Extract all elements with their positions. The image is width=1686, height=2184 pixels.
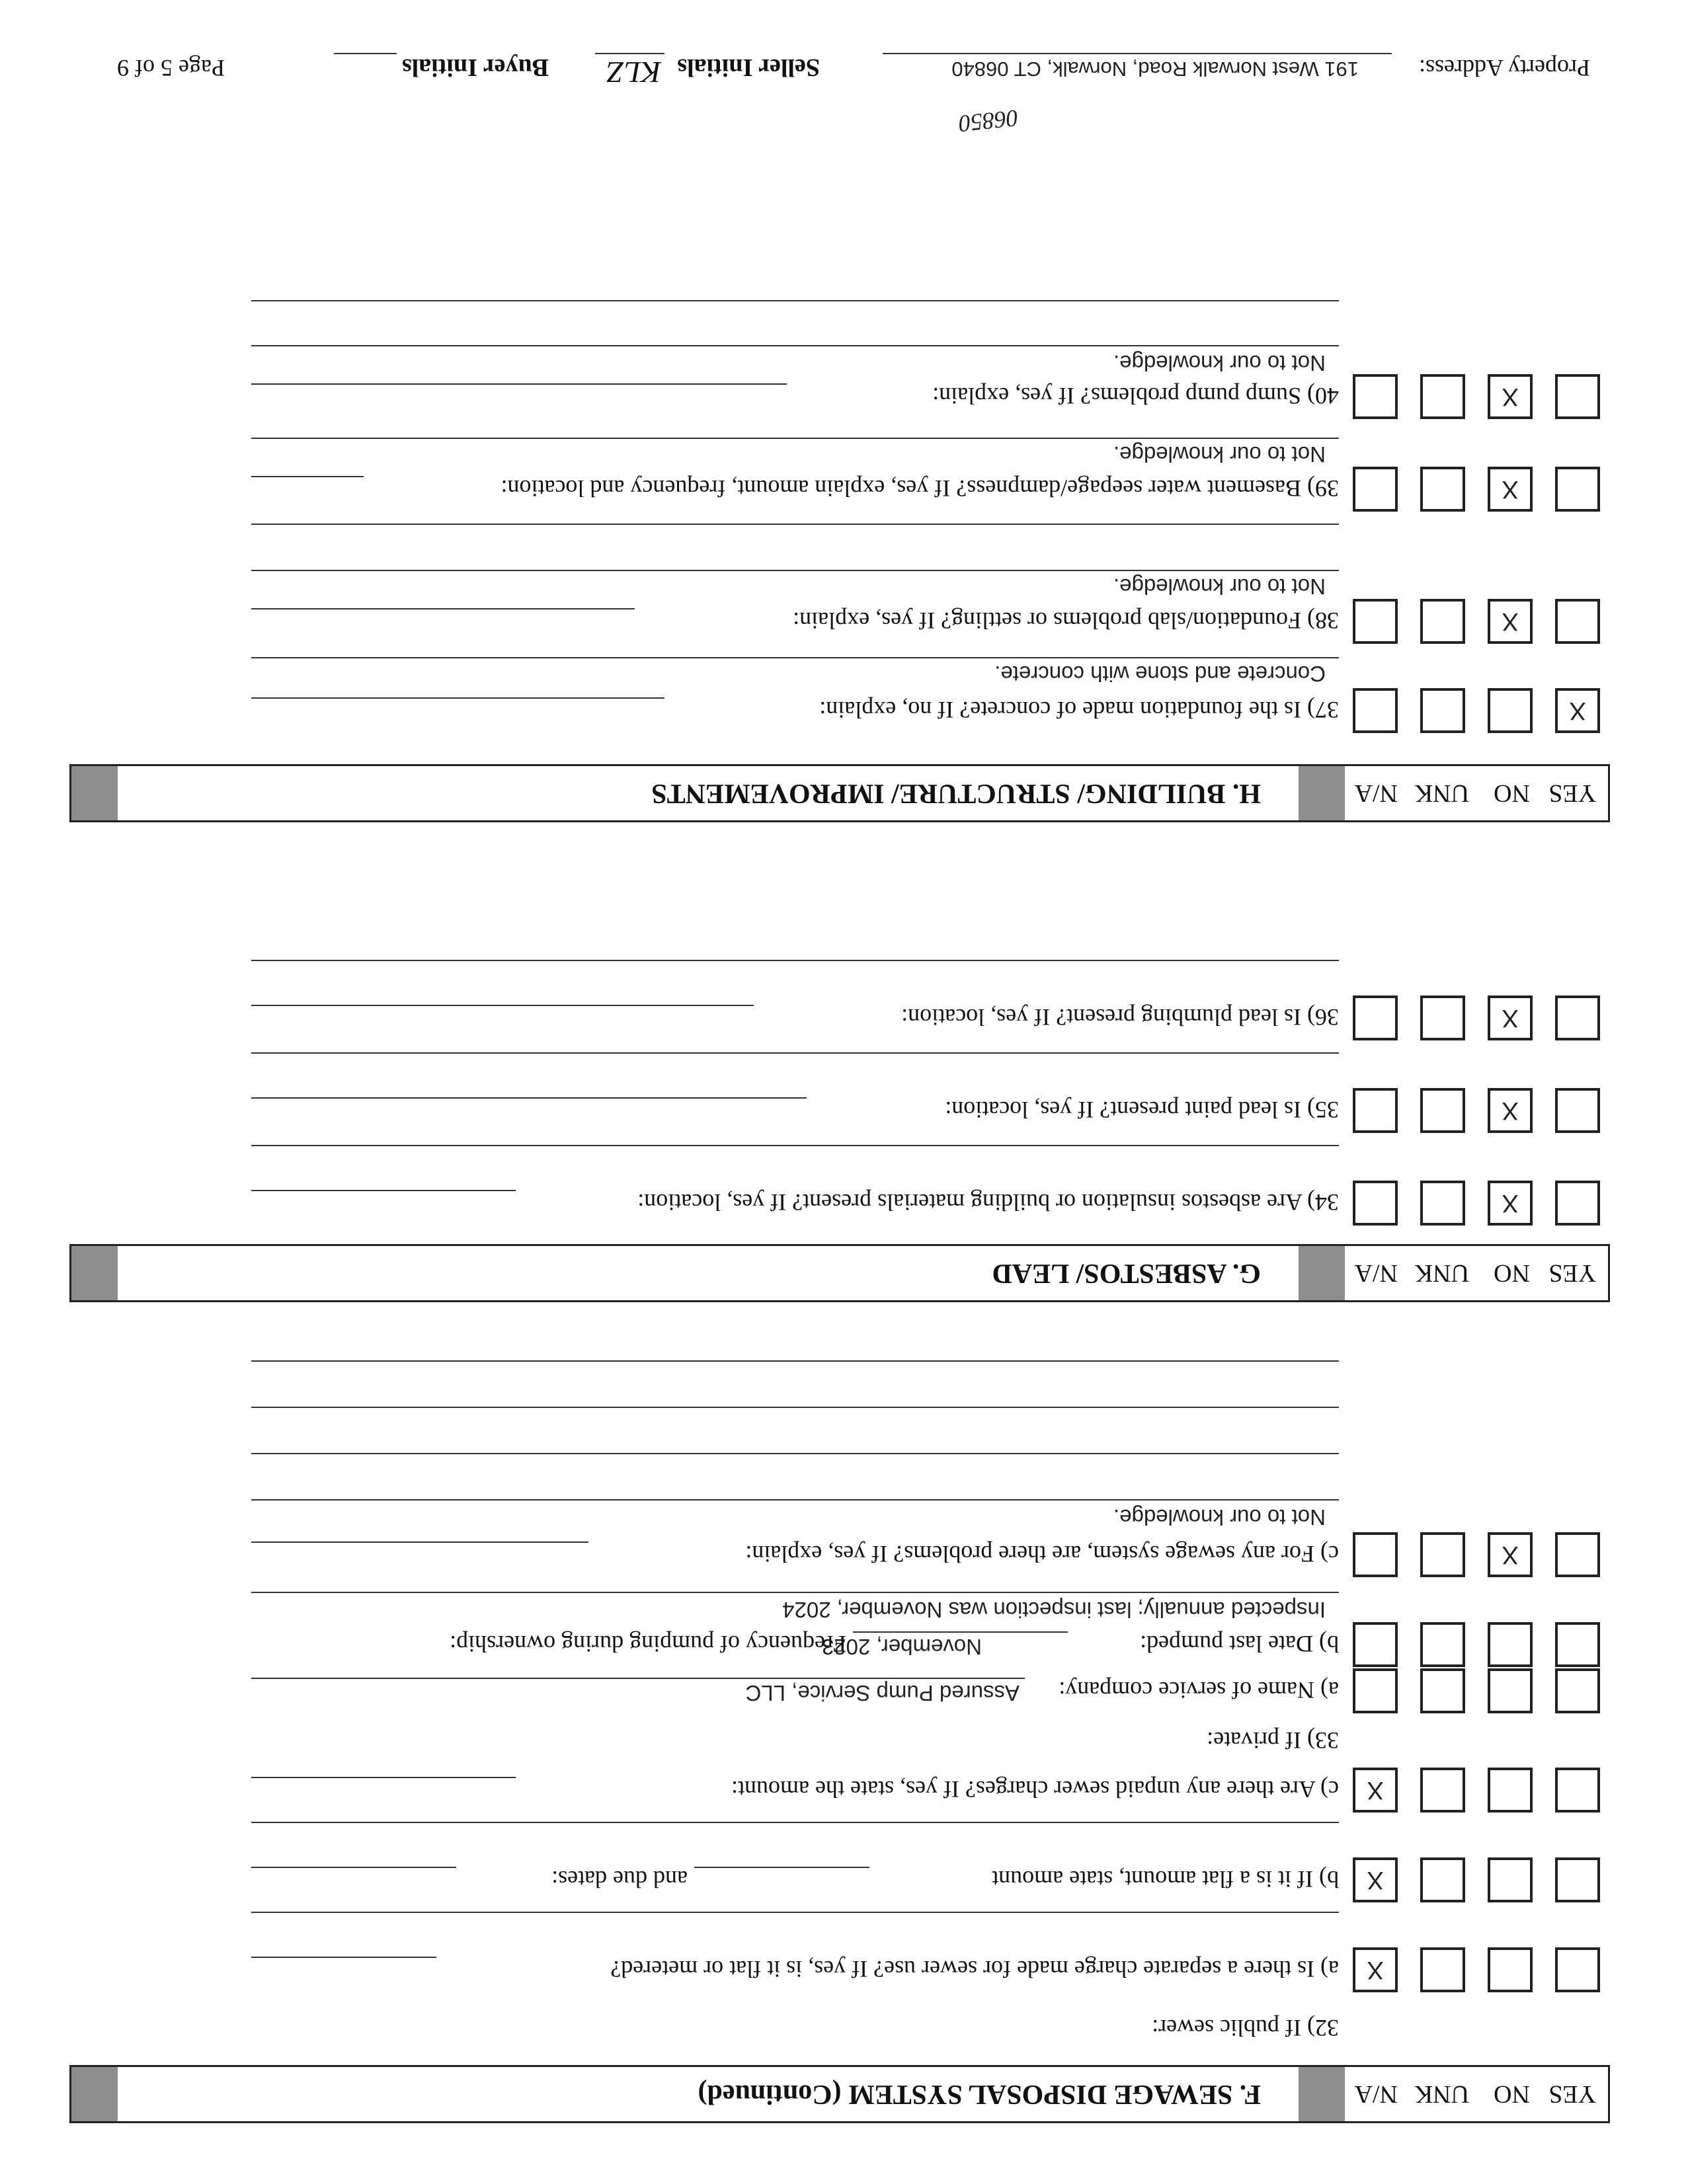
q32a-na-box[interactable] [1353, 1947, 1398, 1992]
section-f-title: F. SEWAGE DISPOSAL SYSTEM (Continued) [698, 2079, 1261, 2109]
x-mark: X [1367, 1956, 1384, 1984]
answer-line [251, 697, 664, 699]
question-33b-frequency: Frequency of pumping during ownership: [450, 1631, 846, 1657]
answer-line [251, 1360, 1339, 1362]
col-unk-label: UNK [1414, 779, 1469, 807]
question-32: 32) If public sewer: [1152, 2015, 1339, 2041]
header-gray-bar [71, 766, 118, 820]
question-37: 37) Is the foundation made of concrete? If no, explain: [819, 697, 1339, 723]
answer-line [251, 570, 1339, 571]
q36-na-box[interactable] [1353, 995, 1398, 1040]
question-32b: b) If it is a flat amount, state amount [992, 1866, 1339, 1892]
foundation-answer: Concrete and stone with concrete. [994, 662, 1326, 686]
pumping-frequency-answer: Inspected annually; last inspection was November, 2024 [782, 1598, 1326, 1622]
q32c-na-box[interactable] [1353, 1768, 1398, 1813]
col-na-label: N/A [1354, 2080, 1398, 2108]
q36-no-box[interactable] [1488, 995, 1533, 1040]
q36-unk-box[interactable] [1420, 995, 1465, 1040]
x-mark: X [1367, 1866, 1384, 1894]
question-34: 34) Are asbestos insulation or building materials present? If yes, location: [637, 1189, 1339, 1216]
q32a-no-box[interactable] [1488, 1947, 1533, 1992]
slab-problems-answer: Not to our knowledge. [1113, 574, 1326, 599]
q33b-unk-box[interactable] [1420, 1622, 1465, 1667]
q39-yes-box[interactable] [1555, 467, 1600, 512]
answer-line [251, 1453, 1339, 1454]
answer-line [251, 657, 1339, 658]
q35-unk-box[interactable] [1420, 1088, 1465, 1133]
q33a-unk-box[interactable] [1420, 1668, 1465, 1713]
answer-line [251, 1190, 516, 1191]
seller-initials-label: Seller Initials [677, 54, 820, 81]
zip-handwritten: 06850 [957, 104, 1020, 137]
q34-na-box[interactable] [1353, 1181, 1398, 1226]
x-mark: X [1502, 1097, 1519, 1124]
x-mark: X [1502, 475, 1519, 503]
col-no-label: NO [1494, 779, 1530, 807]
col-no-label: NO [1494, 1259, 1530, 1287]
header-gray-bar [1299, 2067, 1345, 2121]
col-no-label: NO [1494, 2080, 1530, 2108]
answer-line [251, 1145, 1339, 1146]
q33a-na-box[interactable] [1353, 1668, 1398, 1713]
answer-line [251, 1912, 1339, 1913]
x-mark: X [1367, 1776, 1384, 1804]
q32a-unk-box[interactable] [1420, 1947, 1465, 1992]
header-gray-bar [1299, 766, 1345, 820]
amount-line [694, 1867, 869, 1868]
service-company-answer: Assured Pump Service, LLC [745, 1681, 1020, 1705]
x-mark: X [1502, 1004, 1519, 1032]
q39-no-box[interactable] [1488, 467, 1533, 512]
answer-line [251, 1678, 1025, 1679]
q33a-no-box[interactable] [1488, 1668, 1533, 1713]
q32b-yes-box[interactable] [1555, 1857, 1600, 1902]
answer-line [251, 345, 1339, 346]
section-h-title: H. BUILDING/ STRUCTURE/ IMPROVEMENTS [651, 778, 1261, 808]
q37-unk-box[interactable] [1420, 688, 1465, 733]
q40-no-box[interactable] [1488, 374, 1533, 419]
question-33c: c) For any sewage system, are there problems? If yes, explain: [745, 1541, 1339, 1567]
q32a-yes-box[interactable] [1555, 1947, 1600, 1992]
answer-line [251, 1957, 436, 1958]
date-pumped-answer: November, 2023 [821, 1635, 982, 1659]
answer-line [251, 1499, 1339, 1501]
q37-na-box[interactable] [1353, 688, 1398, 733]
answer-line [251, 300, 1339, 301]
q40-unk-box[interactable] [1420, 374, 1465, 419]
q33c-na-box[interactable] [1353, 1532, 1398, 1577]
buyer-initials-line [334, 53, 397, 54]
q33b-na-box[interactable] [1353, 1622, 1398, 1667]
answer-line [251, 1097, 807, 1099]
answer-line [251, 1407, 1339, 1408]
q37-no-box[interactable] [1488, 688, 1533, 733]
question-38: 38) Foundation/slab problems or settling? If yes, explain: [793, 607, 1339, 634]
q32c-no-box[interactable] [1488, 1768, 1533, 1813]
answer-line [251, 524, 1339, 525]
q33b-yes-box[interactable] [1555, 1622, 1600, 1667]
col-yes-label: YES [1548, 2080, 1596, 2108]
due-dates-line [251, 1867, 456, 1868]
sump-pump-answer: Not to our knowledge. [1113, 351, 1326, 375]
col-unk-label: UNK [1414, 2080, 1469, 2108]
question-39: 39) Basement water seepage/dampness? If yes, explain amount, frequency and location: [501, 475, 1339, 502]
answer-line [251, 1592, 1339, 1593]
q35-na-box[interactable] [1353, 1088, 1398, 1133]
header-gray-bar [71, 2067, 118, 2121]
q34-yes-box[interactable] [1555, 1181, 1600, 1226]
answer-line [853, 1631, 1068, 1633]
q38-na-box[interactable] [1353, 599, 1398, 644]
page-number: Page 5 of 9 [117, 55, 225, 81]
answer-line [251, 383, 787, 385]
seller-initials-signature: KLZ [607, 56, 661, 89]
col-yes-label: YES [1548, 779, 1596, 807]
q38-unk-box[interactable] [1420, 599, 1465, 644]
answer-line [251, 1005, 754, 1006]
sewage-problems-answer: Not to our knowledge. [1113, 1505, 1326, 1530]
answer-line [251, 1052, 1339, 1054]
q39-unk-box[interactable] [1420, 467, 1465, 512]
q33c-no-box[interactable] [1488, 1532, 1533, 1577]
q32b-na-box[interactable] [1353, 1857, 1398, 1902]
q33b-no-box[interactable] [1488, 1622, 1533, 1667]
q34-no-box[interactable] [1488, 1181, 1533, 1226]
x-mark: X [1569, 697, 1586, 724]
section-g-header [69, 1244, 1610, 1302]
q35-yes-box[interactable] [1555, 1088, 1600, 1133]
seepage-answer: Not to our knowledge. [1113, 442, 1326, 467]
section-f-header [69, 2065, 1610, 2123]
seller-initials-line [595, 53, 664, 54]
col-na-label: N/A [1354, 779, 1398, 807]
col-yes-label: YES [1548, 1259, 1596, 1287]
answer-line [251, 1822, 1339, 1823]
q32b-unk-box[interactable] [1420, 1857, 1465, 1902]
property-address-label: Property Address: [1419, 55, 1590, 81]
question-32b-due: and due dates: [551, 1866, 688, 1892]
answer-line [251, 608, 635, 609]
answer-line [251, 438, 1339, 439]
section-h-header [69, 764, 1610, 822]
question-40: 40) Sump pump problems? If yes, explain: [932, 383, 1339, 409]
q38-yes-box[interactable] [1555, 599, 1600, 644]
question-35: 35) Is lead paint present? If yes, location: [945, 1097, 1339, 1123]
q38-no-box[interactable] [1488, 599, 1533, 644]
answer-line [251, 476, 364, 477]
question-33a: a) Name of service company: [1059, 1677, 1339, 1703]
q32c-yes-box[interactable] [1555, 1768, 1600, 1813]
x-mark: X [1502, 1189, 1519, 1217]
q35-no-box[interactable] [1488, 1088, 1533, 1133]
header-gray-bar [1299, 1246, 1345, 1300]
x-mark: X [1502, 607, 1519, 635]
header-gray-bar [71, 1246, 118, 1300]
q40-yes-box[interactable] [1555, 374, 1600, 419]
q34-unk-box[interactable] [1420, 1181, 1465, 1226]
buyer-initials-label: Buyer Initials [401, 54, 549, 81]
address-line [883, 53, 1392, 54]
x-mark: X [1502, 1541, 1519, 1569]
q33c-unk-box[interactable] [1420, 1532, 1465, 1577]
question-33: 33) If private: [1207, 1727, 1339, 1754]
q39-na-box[interactable] [1353, 467, 1398, 512]
q33a-yes-box[interactable] [1555, 1668, 1600, 1713]
q40-na-box[interactable] [1353, 374, 1398, 419]
answer-line [251, 1777, 516, 1778]
col-unk-label: UNK [1414, 1259, 1469, 1287]
q32b-no-box[interactable] [1488, 1857, 1533, 1902]
question-33b: b) Date last pumped: [1140, 1631, 1339, 1657]
answer-line [251, 1541, 588, 1543]
q32c-unk-box[interactable] [1420, 1768, 1465, 1813]
question-36: 36) Is lead plumbing present? If yes, location: [901, 1004, 1339, 1031]
answer-line [251, 960, 1339, 961]
x-mark: X [1502, 383, 1519, 410]
col-na-label: N/A [1354, 1259, 1398, 1287]
property-address-value: 191 West Norwalk Road, Norwalk, CT 06840 [951, 58, 1359, 81]
question-32c: c) Are there any unpaid sewer charges? If yes, state the amount: [731, 1776, 1339, 1803]
q37-yes-box[interactable] [1555, 688, 1600, 733]
q36-yes-box[interactable] [1555, 995, 1600, 1040]
q33c-yes-box[interactable] [1555, 1532, 1600, 1577]
section-g-title: G. ASBESTOS/ LEAD [992, 1258, 1261, 1288]
question-32a: a) Is there a separate charge made for sewer use? If yes, is it flat or metered? [610, 1956, 1339, 1982]
